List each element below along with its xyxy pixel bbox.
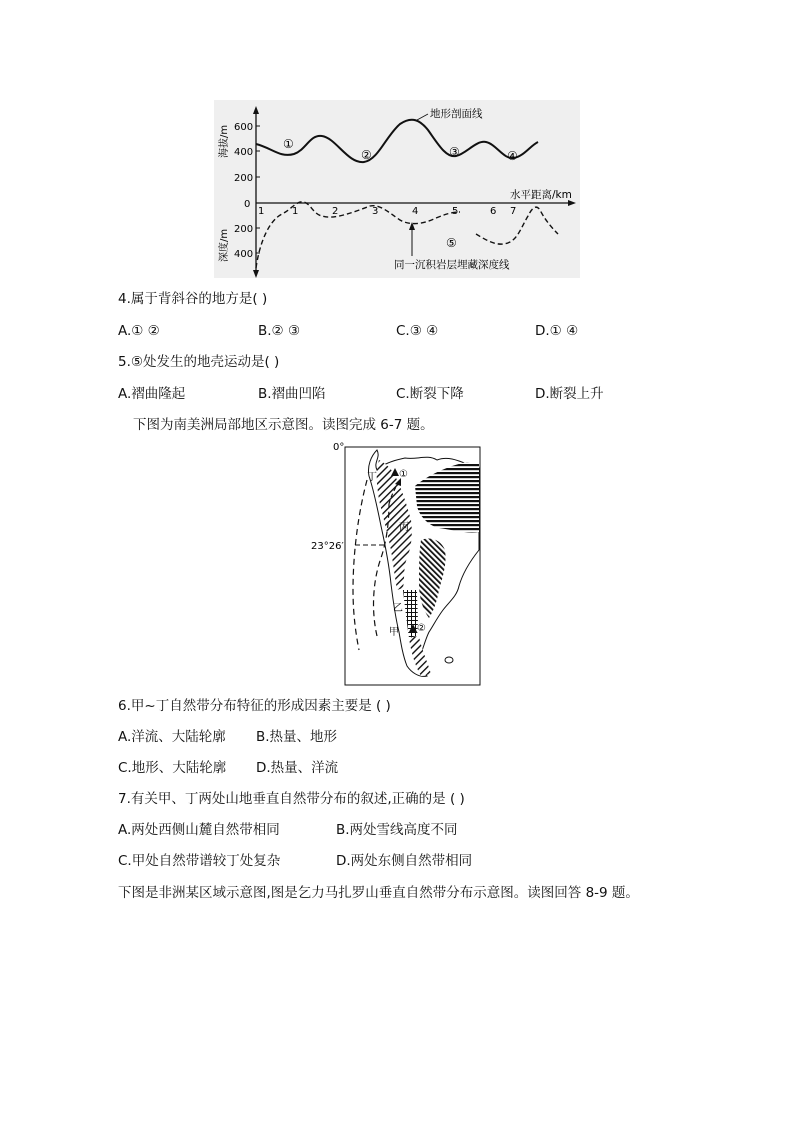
- marker-5: ⑤: [446, 236, 457, 250]
- x-tick-label: 2: [332, 206, 339, 217]
- label-m2: ②: [417, 623, 426, 634]
- q5-stem: 5.⑤处发生的地壳运动是( ): [118, 354, 280, 370]
- q7-option-a[interactable]: A.两处西侧山麓自然带相同: [118, 822, 280, 838]
- q4-stem: 4.属于背斜谷的地方是( ): [118, 291, 268, 307]
- x-axis-label: 水平距离/km: [510, 189, 572, 201]
- label-yi: 乙: [393, 603, 403, 614]
- x-tick-label: 5: [452, 206, 459, 217]
- y-axis-arrow-up: [253, 106, 259, 114]
- strata-depth-line-right: [476, 207, 558, 244]
- y-tick-0: 0: [244, 199, 251, 210]
- q6-option-a[interactable]: A.洋流、大陆轮廓: [118, 729, 226, 745]
- label-jia: 甲: [389, 627, 399, 638]
- marker-4: ④: [507, 149, 518, 163]
- label-m1: ①: [399, 469, 408, 480]
- y-tick-200: 200: [234, 173, 254, 184]
- y-tick-400: 400: [234, 147, 254, 158]
- q7-option-b[interactable]: B.两处雪线高度不同: [336, 822, 458, 838]
- q5-option-c[interactable]: C.断裂下降: [396, 386, 464, 402]
- marker-3: ③: [449, 145, 460, 159]
- intro-8-9: 下图是非洲某区域示意图,图是乞力马扎罗山垂直自然带分布示意图。读图回答 8-9 题。: [118, 885, 639, 901]
- q7-option-d[interactable]: D.两处东侧自然带相同: [336, 853, 473, 869]
- x-tick-label: 4: [412, 206, 419, 217]
- y-axis-arrow-down: [253, 270, 259, 278]
- x-tick-label: 3: [372, 206, 379, 217]
- y-tick-600: 600: [234, 122, 254, 133]
- q7-stem: 7.有关甲、丁两处山地垂直自然带分布的叙述,正确的是 ( ): [118, 791, 465, 807]
- south-america-map: [307, 440, 485, 688]
- depth-tick-400: 400: [234, 249, 254, 260]
- falkland-islands: [445, 657, 453, 663]
- marker-1: ①: [283, 137, 294, 151]
- lat-equator-label: 0°: [333, 442, 345, 453]
- terrain-profile-line: [256, 120, 538, 162]
- intro-6-7: 下图为南美洲局部地区示意图。读图完成 6-7 题。: [133, 417, 434, 433]
- q7-option-c[interactable]: C.甲处自然带谱较丁处复杂: [118, 853, 281, 869]
- y-lower-label: 深度/m: [219, 228, 230, 262]
- x-tick-label: 1: [292, 206, 299, 217]
- q6-option-b[interactable]: B.热量、地形: [256, 729, 338, 745]
- depth-tick-200: 200: [234, 224, 254, 235]
- terrain-profile-figure: [214, 100, 580, 278]
- y-upper-label: 海拔/m: [219, 124, 230, 158]
- q4-option-b[interactable]: B.② ③: [258, 323, 301, 339]
- label-bing: 丙: [399, 522, 409, 533]
- q6-stem: 6.甲~丁自然带分布特征的形成因素主要是 ( ): [118, 698, 391, 714]
- q5-option-b[interactable]: B.褶曲凹陷: [258, 386, 326, 402]
- q4-option-a[interactable]: A.① ②: [118, 323, 160, 339]
- profile-label-leader: [417, 114, 428, 120]
- lat-tropic-label: 23°26′: [311, 541, 344, 552]
- q5-option-d[interactable]: D.断裂上升: [535, 386, 604, 402]
- q6-option-c[interactable]: C.地形、大陆轮廓: [118, 760, 227, 776]
- marker-2: ②: [361, 148, 372, 162]
- q5-option-a[interactable]: A.褶曲隆起: [118, 386, 186, 402]
- strata-label: 同一沉积岩层埋藏深度线: [394, 259, 510, 271]
- x-tick-label: 1: [258, 206, 265, 217]
- profile-label: 地形剖面线: [430, 108, 483, 120]
- x-tick-label: 6: [490, 206, 497, 217]
- label-ding: 丁: [367, 472, 377, 483]
- x-tick-label: 7: [510, 206, 517, 217]
- q4-option-c[interactable]: C.③ ④: [396, 323, 439, 339]
- q6-option-d[interactable]: D.热量、洋流: [256, 760, 339, 776]
- q4-option-d[interactable]: D.① ④: [535, 323, 579, 339]
